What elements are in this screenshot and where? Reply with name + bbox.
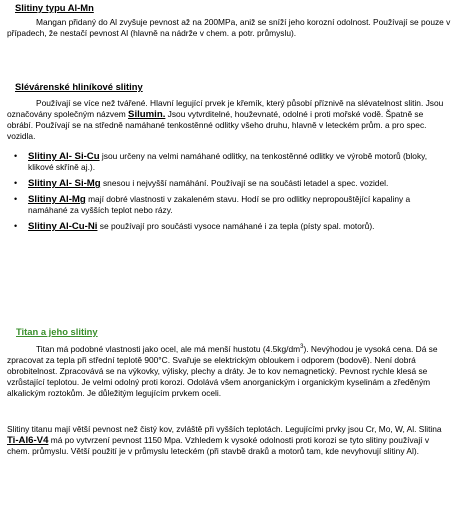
text-run: má po vytvrzení pevnost 1150 Mpa. Vzhledem k vysoké odolnosti proti korozi se tyto slitiny používají v chem. průmyslu. Větší použití je v průmyslu leteckém (při stavbě draků a motorů tam, kde nevyhovují slitiny Al). — [7, 435, 430, 456]
bullet-icon: • — [14, 221, 18, 231]
alloy-description: se používají pro součásti vysoce namáhané i za tepla (písty spal. motorů). — [97, 221, 375, 231]
cast-alloy-list — [14, 151, 446, 237]
bullet-icon: • — [14, 151, 18, 161]
text-run: ). Nevýhodou je vysoká cena. Dá se zpracovat za tepla při střední teplotě 900°C. Svařuje se elektrickým obloukem i odporem (bodově). Není dobrá obrobitelnost. Zpracovává se na výkovky, výlisky, plechy a dráty. Je to kov nemagnetický. Pevnost rychle klesá se vzrůstající teplotou. Je velmi odolný proti korozi. Odolává všem anorganickým i organickým kyselinám a zředěným alkalickým roztokům. Je důležitým legujícím prvkem oceli. — [7, 344, 438, 398]
superscript: 3 — [300, 344, 304, 351]
paragraph-cast-alloys — [7, 98, 451, 142]
text-run: Používají se více než tvářené. Hlavní legující prvek je křemík, který působí příznivě na slévatelnost slitin. Jsou označovány společným názvem — [7, 98, 444, 119]
alloy-name: Slitiny Al- Si-Mg — [28, 178, 101, 189]
heading-cast-alloys: Slévárenské hliníkové slitiny — [15, 81, 143, 92]
alloy-description: jsou určeny na velmi namáhané odlitky, na tenkostěnné odlitky ve výrobě motorů (bloky, klikové skříně aj.). — [28, 151, 428, 172]
list-item — [14, 151, 446, 173]
list-item — [14, 194, 446, 216]
paragraph-al-mn: Mangan přidaný do Al zvyšuje pevnost až na 200MPa, aniž se sníží jeho korozní odolnost. Používají se pouze v případech, že nestačí pevnost Al (hlavně na nádrže v chem. a potr. průmyslu). — [7, 17, 451, 38]
text-run: Titan má podobné vlastnosti jako ocel, ale má menší hustotu (4.5kg/dm — [36, 344, 301, 354]
alloy-name: Slitiny Al-Mg — [28, 194, 86, 205]
list-item — [14, 221, 446, 232]
alloy-name: Ti-Al6-V4 — [7, 435, 49, 446]
bullet-icon: • — [14, 178, 18, 188]
list-item — [14, 178, 446, 189]
heading-al-mn: Slitiny typu Al-Mn — [15, 2, 94, 13]
paragraph-titanium-alloys — [7, 424, 451, 457]
alloy-description: snesou i nejvyšší namáhání. Používají se na součásti letadel a spec. vozidel. — [100, 178, 389, 188]
alloy-name: Slitiny Al- Si-Cu — [28, 151, 100, 162]
alloy-description: mají dobré vlastnosti v zakaleném stavu. Hodí se pro odlitky nepropouštějící kapaliny a namáhané za vyšších teplot nebo rázy. — [28, 194, 411, 215]
text-run: Slitiny titanu mají větší pevnost než čistý kov, zvláště při vyšších teplotách. Legujícími prvky jsou Cr, Mo, W, Al. Slitina — [7, 424, 442, 434]
paragraph-titanium-properties — [7, 344, 451, 399]
text-run: Jsou vytvrditelné, houževnaté, odolné i proti mořské vodě. Špatně se obrábí. Používají se na středně namáhané tenkostěnné odlitky všeho druhu, hlavně v leteckém prům. a pro spec. vozidla. — [7, 109, 427, 141]
silumin-term: Silumin. — [128, 109, 166, 120]
alloy-name: Slitiny Al-Cu-Ni — [28, 221, 98, 232]
heading-titanium: Titan a jeho slitiny — [16, 326, 98, 337]
bullet-icon: • — [14, 194, 18, 204]
